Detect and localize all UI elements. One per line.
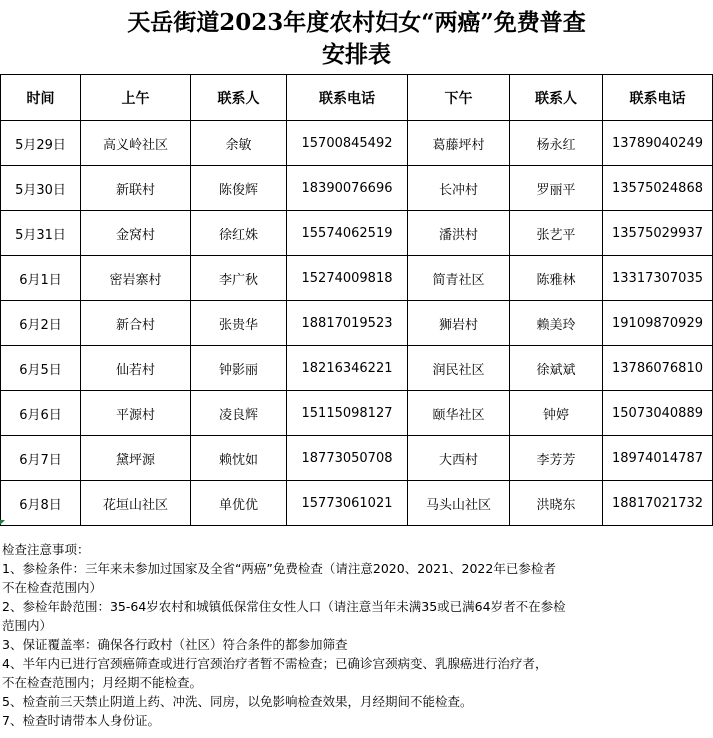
cell-contact-pm: 李芳芳: [510, 436, 603, 481]
page-title: 天岳街道2023年度农村妇女“两癌”免费普查: [127, 9, 586, 36]
cell-afternoon-location: 马头山社区: [408, 481, 510, 526]
cell-afternoon-location: 狮岩村: [408, 301, 510, 346]
table-row: [1, 166, 713, 211]
cell-morning-location: 黛坪源: [81, 436, 191, 481]
note-line: 范围内）: [2, 618, 53, 633]
header-date: 时间: [1, 75, 81, 121]
note-line: 7、检查时请带本人身份证。: [2, 713, 160, 728]
cell-contact-pm: 赖美玲: [510, 301, 603, 346]
note-line: 4、半年内已进行宫颈癌筛查或进行宫颈治疗者暂不需检查；已确诊宫颈病变、乳腺癌进行治疗者，: [2, 656, 548, 671]
notes-heading: 检查注意事项：: [2, 542, 90, 557]
cell-phone-pm: 13786076810: [603, 346, 713, 391]
cell-phone-am: 18817019523: [287, 301, 408, 346]
cell-date: 6月6日: [1, 391, 81, 436]
cell-contact-am: 赖忱如: [191, 436, 287, 481]
table-row: [1, 391, 713, 436]
cell-phone-am: 15700845492: [287, 121, 408, 166]
cell-contact-pm: 张艺平: [510, 211, 603, 256]
table-body: [1, 121, 713, 526]
table-row: [1, 436, 713, 481]
cell-morning-location: 密岩寨村: [81, 256, 191, 301]
cell-phone-pm: 13575024868: [603, 166, 713, 211]
cell-phone-pm: 19109870929: [603, 301, 713, 346]
cell-contact-am: 钟影丽: [191, 346, 287, 391]
cell-contact-am: 徐红姝: [191, 211, 287, 256]
cell-phone-pm: 18817021732: [603, 481, 713, 526]
cell-morning-location: 新联村: [81, 166, 191, 211]
cell-date: 6月1日: [1, 256, 81, 301]
cell-contact-pm: 罗丽平: [510, 166, 603, 211]
cell-phone-pm: 13317307035: [603, 256, 713, 301]
schedule-table: [0, 74, 713, 526]
header-afternoon: 下午: [408, 75, 510, 121]
header-contact-am: 联系人: [191, 75, 287, 121]
cell-afternoon-location: 润民社区: [408, 346, 510, 391]
cell-afternoon-location: 颐华社区: [408, 391, 510, 436]
cell-afternoon-location: 葛藤坪村: [408, 121, 510, 166]
cell-contact-pm: 钟婷: [510, 391, 603, 436]
table-row: [1, 346, 713, 391]
cell-contact-am: 张贵华: [191, 301, 287, 346]
cell-date: 6月2日: [1, 301, 81, 346]
cell-afternoon-location: 简青社区: [408, 256, 510, 301]
cell-morning-location: 花垣山社区: [81, 481, 191, 526]
header-morning: 上午: [81, 75, 191, 121]
table-header-row: [1, 75, 713, 121]
cell-phone-pm: 15073040889: [603, 391, 713, 436]
cell-morning-location: 仙若村: [81, 346, 191, 391]
cell-phone-pm: 18974014787: [603, 436, 713, 481]
cell-contact-am: 李广秋: [191, 256, 287, 301]
header-contact-pm: 联系人: [510, 75, 603, 121]
table-row: [1, 256, 713, 301]
cell-date: 5月31日: [1, 211, 81, 256]
cell-phone-am: 15274009818: [287, 256, 408, 301]
cell-date: 5月29日: [1, 121, 81, 166]
cell-date: 6月7日: [1, 436, 81, 481]
cell-date: 6月5日: [1, 346, 81, 391]
cell-phone-am: 15115098127: [287, 391, 408, 436]
note-line: 不在检查范围内；月经期不能检查。: [2, 675, 203, 690]
cell-morning-location: 金窝村: [81, 211, 191, 256]
cell-morning-location: 新合村: [81, 301, 191, 346]
note-line: 2、参检年龄范围：35-64岁农村和城镇低保常住女性人口（请注意当年未满35或已满64岁者不在参检: [2, 599, 566, 614]
cell-phone-pm: 13575029937: [603, 211, 713, 256]
cell-phone-am: 15773061021: [287, 481, 408, 526]
cell-contact-am: 陈俊辉: [191, 166, 287, 211]
table-row: [1, 121, 713, 166]
cell-contact-am: 单优优: [191, 481, 287, 526]
cell-phone-am: 18216346221: [287, 346, 408, 391]
cell-morning-location: 高义岭社区: [81, 121, 191, 166]
cell-date: 6月8日: [1, 481, 81, 526]
note-line: 1、参检条件：三年来未参加过国家及全省“两癌”免费检查（请注意2020、2021、2022年已参检者: [2, 561, 556, 576]
page-subtitle: 安排表: [322, 41, 391, 68]
cell-contact-pm: 陈雅林: [510, 256, 603, 301]
cell-contact-pm: 徐斌斌: [510, 346, 603, 391]
note-line: 不在检查范围内）: [2, 580, 103, 595]
cell-morning-location: 平源村: [81, 391, 191, 436]
cell-afternoon-location: 大西村: [408, 436, 510, 481]
header-phone-pm: 联系电话: [603, 75, 713, 121]
cell-date: 5月30日: [1, 166, 81, 211]
cell-phone-am: 15574062519: [287, 211, 408, 256]
note-line: 3、保证覆盖率：确保各行政村（社区）符合条件的都参加筛查: [2, 637, 348, 652]
cell-afternoon-location: 潘洪村: [408, 211, 510, 256]
cell-contact-am: 余敏: [191, 121, 287, 166]
cell-contact-am: 凌良辉: [191, 391, 287, 436]
table-row: [1, 481, 713, 526]
cell-corner-marker: [0, 520, 5, 525]
cell-contact-pm: 杨永红: [510, 121, 603, 166]
note-line: 5、检查前三天禁止阴道上药、冲洗、同房，以免影响检查效果，月经期间不能检查。: [2, 694, 473, 709]
header-phone-am: 联系电话: [287, 75, 408, 121]
notes-section: [2, 540, 708, 730]
cell-contact-pm: 洪晓东: [510, 481, 603, 526]
cell-afternoon-location: 长冲村: [408, 166, 510, 211]
cell-phone-pm: 13789040249: [603, 121, 713, 166]
cell-phone-am: 18773050708: [287, 436, 408, 481]
cell-phone-am: 18390076696: [287, 166, 408, 211]
table-row: [1, 211, 713, 256]
table-row: [1, 301, 713, 346]
